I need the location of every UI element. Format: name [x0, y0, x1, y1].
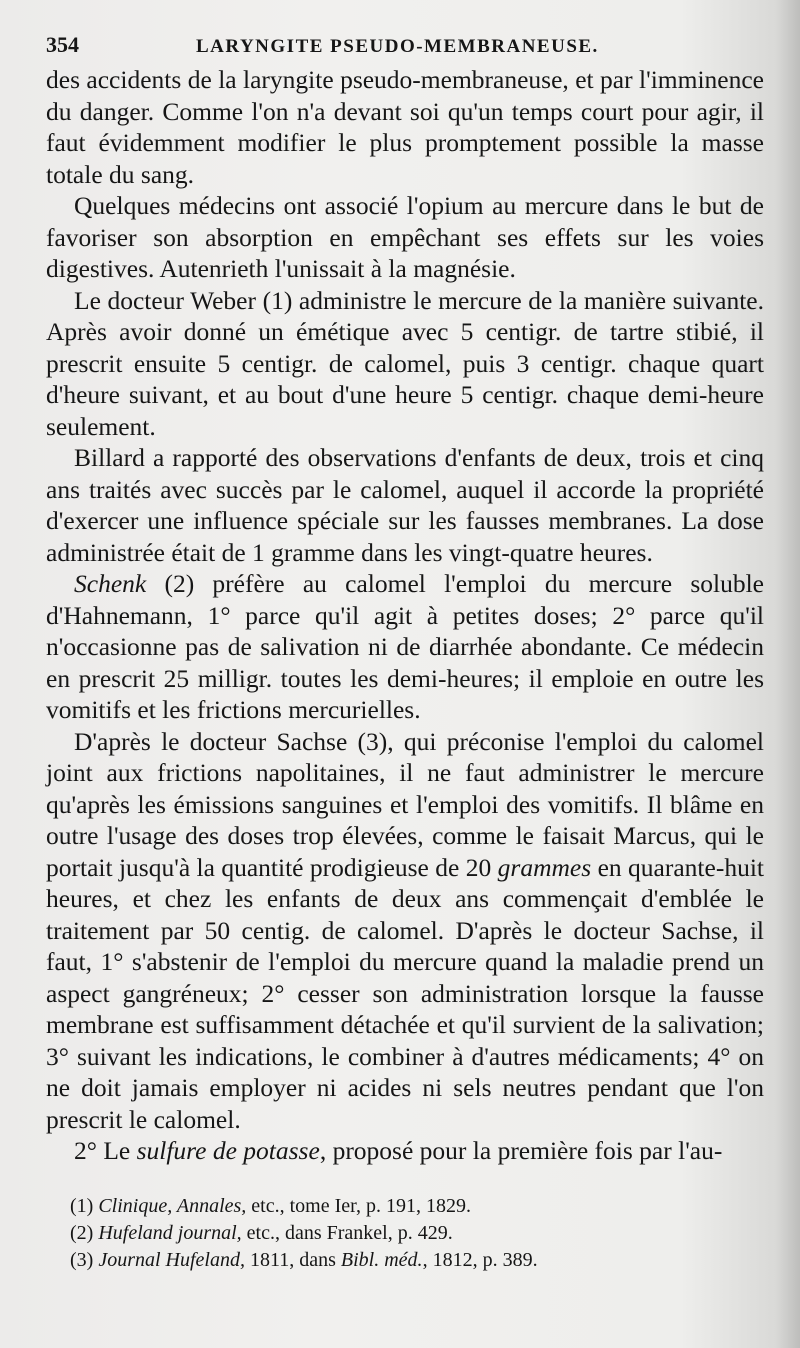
paragraph-6-text-a: D'après le docteur Sachse (3), qui préconise l'emploi du calomel joint aux frictions napolitaines, il ne faut administrer le mercure qu'après les émissions sanguines et l'emploi des vomitifs. Il blâme en outre l'usage des doses trop élevées, comme le faisait Marcus, qui le portait jusqu'à la quantité prodigieuse de 20 — [46, 726, 764, 882]
footnote-number: (1) — [70, 1194, 94, 1217]
page-header — [46, 32, 764, 58]
footnote-3 — [70, 1247, 764, 1274]
footnote-source-2: Bibl. méd. — [340, 1248, 423, 1271]
paragraph-7-text-a: 2° Le — [74, 1136, 137, 1165]
footnote-source: Clinique, Annales, — [98, 1194, 247, 1217]
emphasis-sulfure: sulfure de potasse — [136, 1136, 320, 1165]
footnotes — [46, 1193, 764, 1274]
paragraph-6-text-b: en quarante-huit heures, et chez les enfants de deux ans commençait d'emblée le traitement par 50 centig. de calomel. D'après le docteur Sachse, il faut, 1° s'abstenir de l'emploi du mercure quand la maladie prend un aspect gangréneux; 2° cesser son administration lorsque la fausse membrane est suffisamment détachée et qu'il survient de la salivation; 3° suivant les indications, le combiner à d'autres médicaments; 4° on ne doit jamais employer ni acides ni sels neutres pendant que l'on prescrit le calomel. — [46, 852, 764, 1134]
running-title: LARYNGITE PSEUDO-MEMBRANEUSE. — [196, 36, 599, 57]
paragraph-5 — [46, 568, 764, 726]
paragraph-3: Le docteur Weber (1) administre le mercure de la manière suivante. Après avoir donné un émétique avec 5 centigr. de tartre stibié, il prescrit ensuite 5 centigr. de calomel, puis 3 centigr. chaque quart d'heure suivant, et au bout d'une heure 5 centigr. chaque demi-heure seulement. — [46, 285, 764, 441]
footnote-text: etc., tome Ier, p. 191, 1829. — [246, 1194, 471, 1217]
footnote-text-2: , 1812, p. 389. — [422, 1248, 538, 1271]
footnote-number: (3) — [70, 1248, 94, 1271]
footnote-text: etc., dans Frankel, p. 429. — [241, 1221, 453, 1244]
body-text — [46, 64, 764, 1167]
paragraph-7 — [46, 1135, 764, 1167]
footnote-source: Hufeland journal, — [98, 1221, 242, 1244]
emphasis-grammes: grammes — [497, 852, 592, 882]
paragraph-4: Billard a rapporté des observations d'enfants de deux, trois et cinq ans traités avec succès par le calomel, auquel il accorde la propriété d'exercer une influence spéciale sur les fausses membranes. La dose administrée était de 1 gramme dans les vingt-quatre heures. — [46, 443, 764, 567]
footnote-text: 1811, dans — [244, 1248, 341, 1271]
footnote-source: Journal Hufeland, — [98, 1248, 245, 1271]
paragraph-6 — [46, 726, 764, 1136]
paragraph-7-text-b: , proposé pour la première fois par l'au- — [319, 1136, 723, 1165]
footnote-number: (2) — [70, 1221, 94, 1244]
footnote-2 — [70, 1220, 764, 1247]
author-name-schenk: Schenk — [74, 569, 147, 598]
page-number: 354 — [46, 32, 79, 57]
paragraph-5-text: (2) préfère au calomel l'emploi du mercure soluble d'Hahnemann, 1° parce qu'il agit à petites doses; 2° parce qu'il n'occasionne pas de salivation ni de diarrhée abondante. Ce médecin en prescrit 25 milligr. toutes les demi-heures; il emploie en outre les vomitifs et les frictions mercurielles. — [46, 569, 764, 724]
paragraph-2: Quelques médecins ont associé l'opium au mercure dans le but de favoriser son absorption en empêchant ses effets sur les voies digestives. Autenrieth l'unissait à la magnésie. — [46, 191, 764, 283]
footnote-1 — [70, 1193, 764, 1220]
paragraph-1: des accidents de la laryngite pseudo-membraneuse, et par l'imminence du danger. Comme l'on n'a devant soi qu'un temps court pour agir, il faut évidemment modifier le plus promptement possible la masse totale du sang. — [46, 65, 764, 189]
